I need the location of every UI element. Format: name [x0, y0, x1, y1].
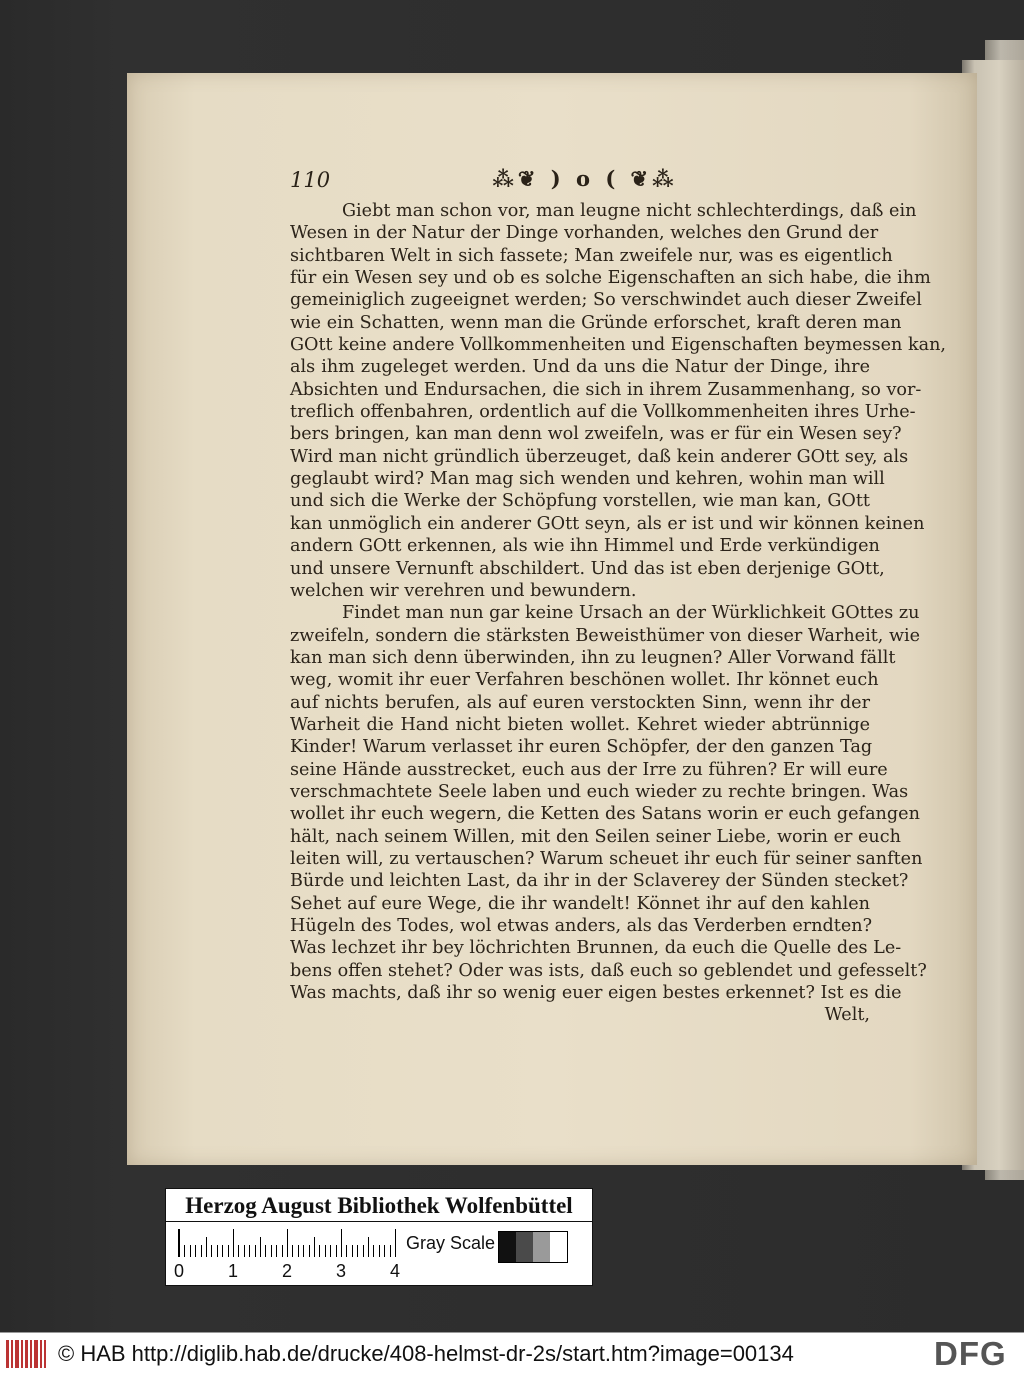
page-number: 110 — [290, 168, 331, 192]
ruler-tick — [314, 1237, 315, 1257]
text-line: Bürde und leichten Last, da ihr in der Sclaverey der Sünden stecket? — [290, 871, 909, 892]
ruler-tick — [357, 1245, 358, 1257]
color-calibration-card — [165, 1188, 593, 1286]
text-line: GOtt keine andere Vollkommenheiten und Eigenschaften beymessen kan, — [290, 335, 947, 356]
text-line: kan unmöglich ein anderer GOtt seyn, als er ist und wir können keinen — [290, 513, 925, 534]
ruler-tick — [238, 1245, 239, 1257]
text-line: Kinder! Warum verlasset ihr euren Schöpfer, der den ganzen Tag — [290, 737, 873, 758]
text-line: welchen wir verehren und bewundern. — [290, 580, 637, 601]
grayscale-label: Gray Scale — [406, 1233, 496, 1253]
ruler-tick — [368, 1237, 369, 1257]
ruler-tick — [217, 1245, 218, 1257]
ruler-tick — [255, 1245, 256, 1257]
library-name: Herzog August Bibliothek Wolfenbüttel — [166, 1191, 592, 1222]
text-line: wie ein Schatten, wenn man die Gründe erforschet, kraft deren man — [290, 312, 902, 333]
text-line: Wird man nicht gründlich überzeuget, daß kein anderer GOtt sey, als — [290, 446, 909, 467]
text-line: verschmachtete Seele laben und euch wieder zu rechte bringen. Was — [290, 781, 909, 802]
text-line: wollet ihr euch wegern, die Ketten des Satans worin er euch gefangen — [290, 804, 920, 825]
ruler-tick — [336, 1245, 337, 1257]
text-line: leiten will, zu vertauschen? Warum scheuet ihr euch für seiner sanften — [290, 848, 923, 869]
ruler-tick — [233, 1229, 234, 1257]
page-text — [290, 200, 947, 1027]
ruler-tick — [201, 1245, 202, 1257]
ruler-label: 4 — [390, 1261, 401, 1281]
ruler-tick — [249, 1245, 250, 1257]
ruler-tick — [330, 1245, 331, 1257]
ruler-tick — [292, 1245, 293, 1257]
text-line: Findet man nun gar keine Ursach an der Würklichkeit GOttes zu — [342, 603, 920, 624]
text-line: und sich die Werke der Schöpfung vorstellen, wie man kan, GOtt — [290, 491, 870, 512]
ruler-tick — [206, 1237, 207, 1257]
catchword: Welt, — [824, 1005, 870, 1026]
text-line: kan man sich denn überwinden, ihn zu leugnen? Aller Vorwand fällt — [290, 647, 896, 668]
text-line: zweifeln, sondern die stärksten Beweisthümer von dieser Warheit, wie — [290, 625, 921, 646]
text-line: Was machts, daß ihr so wenig euer eigen bestes erkennet? Ist es die — [290, 983, 902, 1004]
ruler-label: 1 — [228, 1261, 239, 1281]
text-line: Wesen in der Natur der Dinge vorhanden, welches den Grund der — [290, 223, 879, 244]
text-line: Giebt man schon vor, man leugne nicht schlechterdings, daß ein — [342, 201, 917, 221]
text-line: bers bringen, kan man denn wol zweifeln, was er für ein Wesen sey? — [290, 424, 902, 445]
text-line: andern GOtt erkennen, als wie ihn Himmel und Erde verkündigen — [290, 536, 880, 557]
ruler-tick — [276, 1245, 277, 1257]
text-line: geglaubt wird? Man mag sich wenden und kehren, wohin man will — [290, 469, 885, 490]
text-line: bens offen stehet? Oder was ists, daß euch so geblendet und gefesselt? — [290, 960, 927, 981]
ruler-label: 3 — [336, 1261, 347, 1281]
text-line: gemeiniglich zugeeignet werden; So verschwindet auch dieser Zweifel — [290, 290, 922, 311]
ruler-tick — [211, 1245, 212, 1257]
gray-swatch — [550, 1232, 567, 1262]
text-line: hält, nach seinem Willen, mit den Seilen seiner Liebe, worin er euch — [290, 826, 901, 847]
text-line: sichtbaren Welt in sich fassete; Man zweifele nur, was es eigentlich — [290, 245, 893, 266]
ruler-tick — [373, 1245, 374, 1257]
ruler-tick — [341, 1229, 342, 1257]
ruler-tick — [260, 1237, 261, 1257]
ruler-tick — [184, 1245, 185, 1257]
ruler-tick — [228, 1245, 229, 1257]
ruler-tick — [298, 1245, 299, 1257]
text-line: treflich offenbahren, ordentlich auf die Vollkommenheiten ihres Urhe- — [290, 402, 916, 423]
grayscale-swatches — [498, 1231, 568, 1263]
ruler-tick — [282, 1245, 283, 1257]
gray-swatch — [499, 1232, 516, 1262]
ruler-tick — [190, 1245, 191, 1257]
text-line: für ein Wesen sey und ob es solche Eigenschaften an sich habe, die ihm — [290, 268, 931, 289]
source-url[interactable]: © HAB http://diglib.hab.de/drucke/408-helmst-dr-2s/start.htm?image=00134 — [58, 1341, 794, 1366]
text-line: Absichten und Endursachen, die sich in ihrem Zusammenhang, so vor- — [290, 379, 922, 400]
ruler-tick — [271, 1245, 272, 1257]
text-line: Hügeln des Todes, wol etwas anders, als das Verderben erndten? — [290, 916, 873, 936]
text-line: Sehet auf eure Wege, die ihr wandelt! Könnet ihr auf den kahlen — [290, 893, 870, 914]
ruler-tick — [346, 1245, 347, 1257]
text-line: weg, womit ihr euer Verfahren beschönen wollet. Ihr könnet euch — [290, 670, 879, 691]
text-line: Was lechzet ihr bey löchrichten Brunnen, da euch die Quelle des Le- — [290, 938, 902, 959]
ruler-tick — [390, 1245, 391, 1257]
ruler-tick — [363, 1245, 364, 1257]
running-head — [290, 166, 870, 196]
ruler-label: 0 — [174, 1261, 185, 1281]
gray-swatch — [533, 1232, 550, 1262]
ruler-tick — [352, 1245, 353, 1257]
ruler-tick — [325, 1245, 326, 1257]
dfg-logo: DFG — [934, 1335, 1007, 1372]
text-line: Warheit die Hand nicht bieten wollet. Kehret wieder abtrünnige — [290, 714, 870, 735]
barcode-icon — [6, 1340, 46, 1368]
header-ornament: ⁂❦ ) o ( ❦⁂ — [492, 166, 678, 191]
ruler-tick — [309, 1245, 310, 1257]
ruler-tick — [379, 1245, 380, 1257]
ruler-tick — [303, 1245, 304, 1257]
text-line: auf nichts berufen, als auf euren verstockten Sinn, wenn ihr der — [290, 692, 870, 713]
ruler-tick — [395, 1229, 396, 1257]
text-line: und unsere Vernunft abschildert. Und das ist eben derjenige GOtt, — [290, 558, 885, 579]
gray-swatch — [516, 1232, 533, 1262]
ruler-tick — [222, 1245, 223, 1257]
ruler-tick — [384, 1245, 385, 1257]
ruler-tick — [265, 1245, 266, 1257]
ruler-tick — [319, 1245, 320, 1257]
text-line: als ihm zugeleget werden. Und da uns die Natur der Dinge, ihre — [290, 357, 870, 378]
ruler-label: 2 — [282, 1261, 293, 1281]
ruler-tick — [195, 1245, 196, 1257]
ruler-tick — [244, 1245, 245, 1257]
text-line: seine Hände ausstrecket, euch aus der Irre zu führen? Er will eure — [290, 759, 888, 780]
ruler-tick — [287, 1229, 288, 1257]
ruler-tick — [179, 1229, 180, 1257]
footer-bar — [0, 1332, 1024, 1375]
scale-ruler — [178, 1229, 401, 1257]
